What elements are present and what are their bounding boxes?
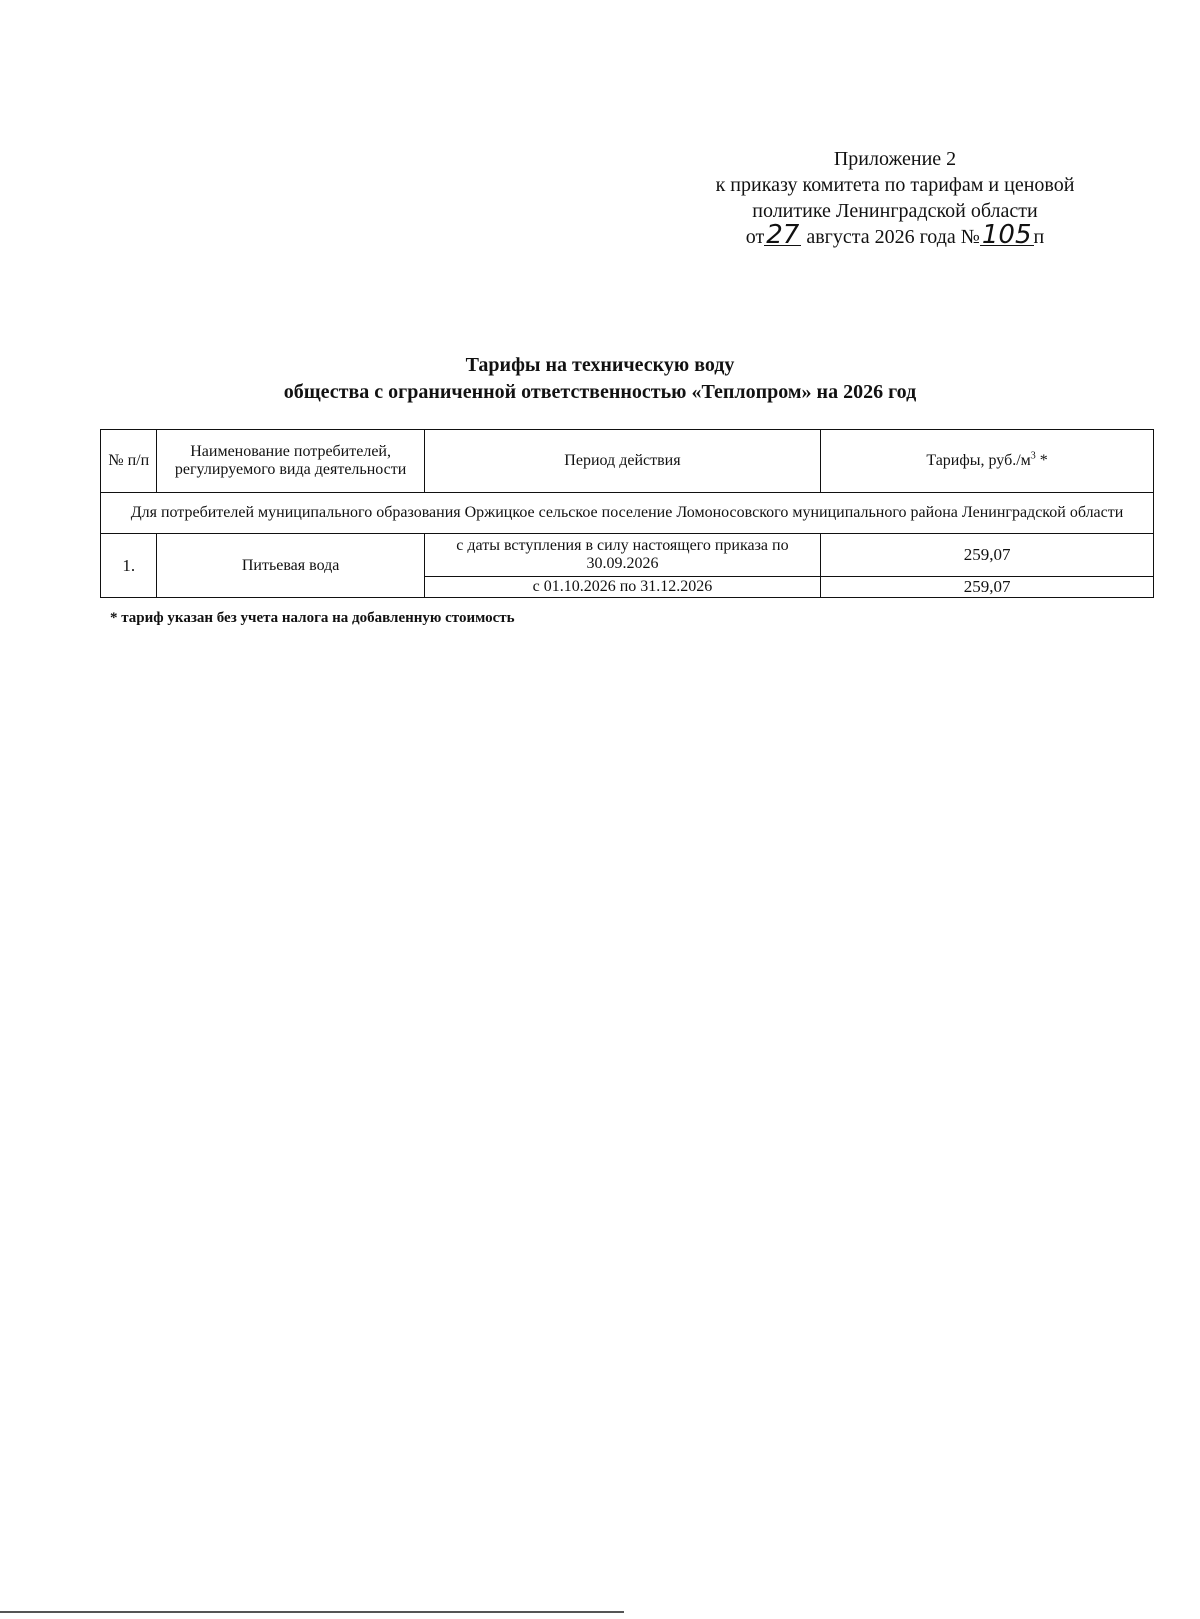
- table-group-row: [101, 493, 1154, 534]
- table-header-row: [101, 430, 1154, 493]
- title-line-2: общества с ограниченной ответственностью «Теплопром» на 2026 год: [283, 381, 917, 403]
- header-num: № п/п: [101, 430, 157, 493]
- document-title: [0, 352, 1200, 406]
- tariff-table: [100, 429, 1154, 598]
- row-tariff-1: 259,07: [821, 534, 1154, 577]
- row-tariff-2: 259,07: [821, 577, 1154, 598]
- row-period-1: с даты вступления в силу настоящего приказа по 30.09.2026: [424, 534, 820, 577]
- scan-edge-divider: [0, 1611, 624, 1613]
- handwritten-order-number: 105: [981, 220, 1032, 250]
- row-name: Питьевая вода: [157, 534, 424, 598]
- appendix-date-line: [660, 220, 1130, 250]
- header-period: Период действия: [424, 430, 820, 493]
- appendix-title: Приложение 2: [833, 148, 957, 170]
- group-caption: Для потребителей муниципального образования Оржицкое сельское поселение Ломоносовского муниципального района Ленинградской области: [101, 493, 1154, 534]
- order-suffix: п: [1033, 226, 1045, 248]
- date-month-year: августа 2026 года №: [806, 226, 980, 248]
- appendix-header: [660, 146, 1130, 250]
- header-tariff: [821, 430, 1154, 493]
- header-name: Наименование потребителей, регулируемого вида деятельности: [157, 430, 424, 493]
- row-num: 1.: [101, 534, 157, 598]
- handwritten-day: 27: [766, 220, 800, 250]
- header-tariff-superscript: 3: [1030, 450, 1036, 462]
- appendix-committee: политике Ленинградской области: [752, 200, 1038, 222]
- vat-footnote: * тариф указан без учета налога на добавленную стоимость: [110, 610, 515, 626]
- header-tariff-mark: *: [1035, 452, 1048, 469]
- header-tariff-label: Тарифы, руб./м: [926, 452, 1031, 469]
- appendix-order-reference: к приказу комитета по тарифам и ценовой: [715, 174, 1075, 196]
- date-prefix: от: [745, 226, 765, 248]
- title-line-1: Тарифы на техническую воду: [465, 354, 735, 376]
- row-period-2: с 01.10.2026 по 31.12.2026: [424, 577, 820, 598]
- table-row: [101, 534, 1154, 577]
